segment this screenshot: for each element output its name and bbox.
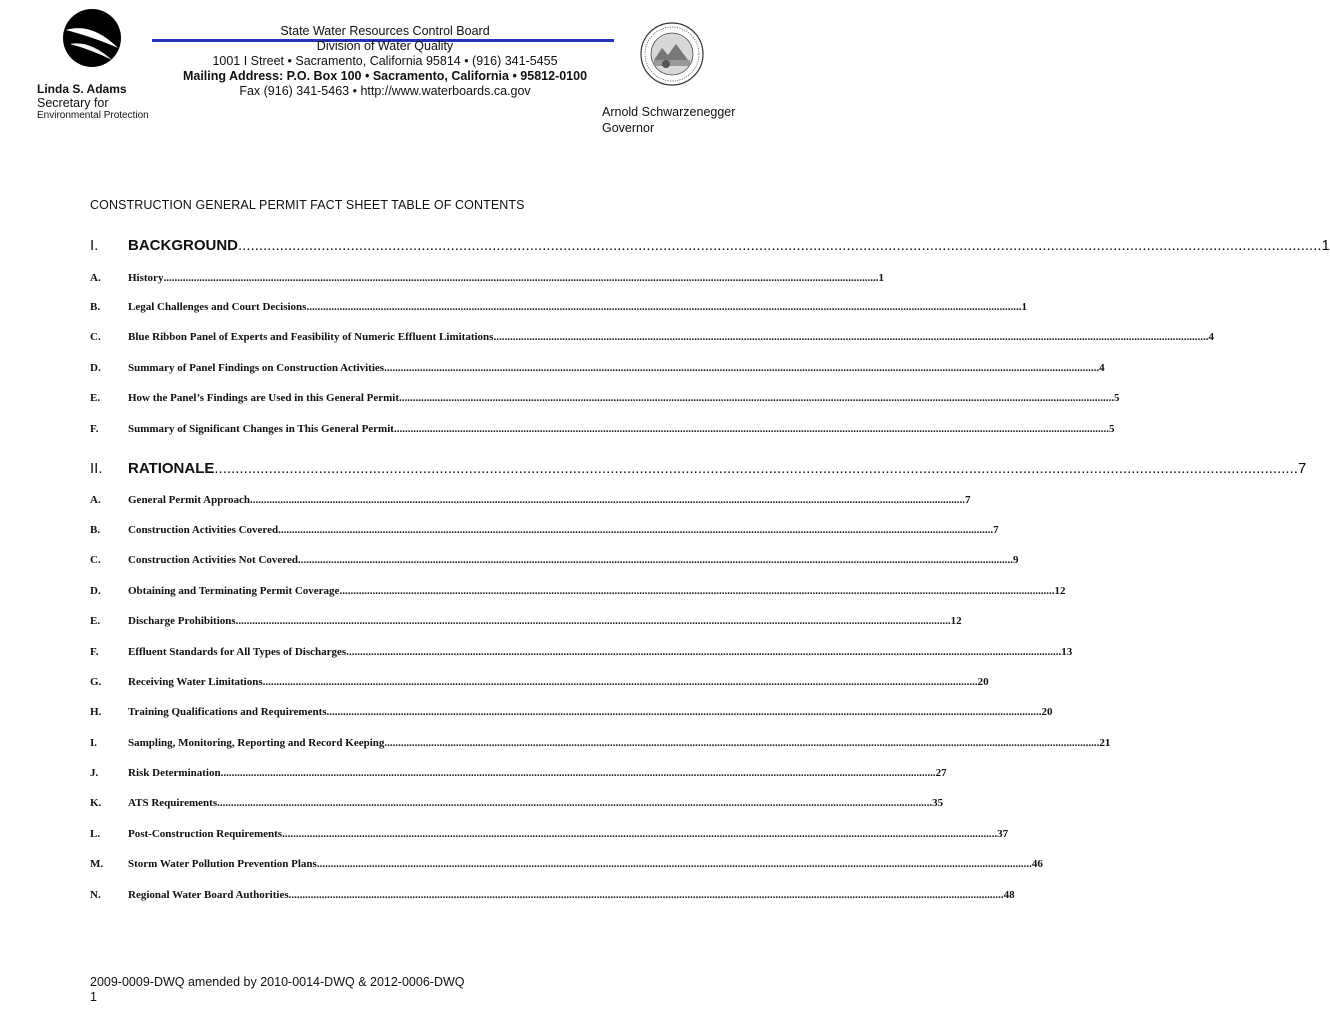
toc-entry-title: History xyxy=(128,272,164,284)
toc-entry-page: 12 xyxy=(950,615,962,627)
toc-entry[interactable] xyxy=(90,585,1066,597)
toc-entry-title: ATS Requirements xyxy=(128,797,218,809)
toc-entry-title: RATIONALE xyxy=(128,460,215,477)
toc-entry-number: B. xyxy=(90,524,101,536)
toc-leader: .................................................................................................................................................................................................................................................................... xyxy=(214,460,1298,477)
toc-leader: .................................................................................................................................................................................................................................................................... xyxy=(393,423,1109,435)
toc-leader: .................................................................................................................................................................................................................................................................... xyxy=(493,331,1209,343)
toc-entry[interactable] xyxy=(90,554,1019,566)
toc-entry-title: Storm Water Pollution Prevention Plans xyxy=(128,858,317,870)
toc-entry[interactable] xyxy=(90,331,1214,343)
toc-entry-title: General Permit Approach xyxy=(128,494,250,506)
state-seal-icon xyxy=(640,22,704,86)
toc-leader: .................................................................................................................................................................................................................................................................... xyxy=(262,676,978,688)
toc-leader: .................................................................................................................................................................................................................................................................... xyxy=(326,706,1042,718)
toc-leader: .................................................................................................................................................................................................................................................................... xyxy=(235,615,951,627)
toc-entry[interactable] xyxy=(90,392,1120,404)
toc-leader: .................................................................................................................................................................................................................................................................... xyxy=(217,797,933,809)
toc-entry-page: 20 xyxy=(1041,706,1053,718)
toc-leader: .................................................................................................................................................................................................................................................................... xyxy=(220,767,936,779)
toc-entry-number: D. xyxy=(90,362,101,374)
toc-entry-page: 21 xyxy=(1099,737,1111,749)
governor-name: Arnold Schwarzenegger xyxy=(602,105,736,119)
toc-leader: .................................................................................................................................................................................................................................................................... xyxy=(306,301,1022,313)
toc-entry-page: 7 xyxy=(993,524,999,536)
toc-entry-title: Training Qualifications and Requirements xyxy=(128,706,327,718)
governor-title: Governor xyxy=(602,121,655,135)
toc-entry-title: How the Panel’s Findings are Used in this General Permit xyxy=(128,392,400,404)
toc-entry-title: Summary of Significant Changes in This General Permit xyxy=(128,423,394,435)
toc-entry-title: Effluent Standards for All Types of Discharges xyxy=(128,646,347,658)
toc-entry[interactable] xyxy=(90,301,1027,313)
toc-entry[interactable] xyxy=(90,767,947,779)
toc-entry-title: Legal Challenges and Court Decisions xyxy=(128,301,307,313)
toc-entry-number: C. xyxy=(90,554,101,566)
toc-entry-title: Obtaining and Terminating Permit Coverage xyxy=(128,585,340,597)
toc-leader: .................................................................................................................................................................................................................................................................... xyxy=(339,585,1055,597)
toc-entry-title: Discharge Prohibitions xyxy=(128,615,236,627)
toc-entry-number: E. xyxy=(90,392,101,404)
toc-entry-title: Receiving Water Limitations xyxy=(128,676,263,688)
toc-leader: .................................................................................................................................................................................................................................................................... xyxy=(278,524,994,536)
toc-entry-page: 35 xyxy=(932,797,944,809)
toc-entry-number: E. xyxy=(90,615,101,627)
toc-entry[interactable] xyxy=(90,646,1073,658)
toc-leader: .................................................................................................................................................................................................................................................................... xyxy=(297,554,1013,566)
toc-entry-title: Summary of Panel Findings on Construction Activities xyxy=(128,362,385,374)
toc-leader: .................................................................................................................................................................................................................................................................... xyxy=(399,392,1115,404)
secretary-department: Environmental Protection xyxy=(37,110,149,121)
toc-entry-number: M. xyxy=(90,858,104,870)
toc-entry[interactable] xyxy=(90,362,1105,374)
toc-entry[interactable] xyxy=(90,272,884,284)
toc-entry-number: I. xyxy=(90,237,99,254)
toc-entry-number: K. xyxy=(90,797,102,809)
toc-entry-page: 4 xyxy=(1099,362,1105,374)
toc-leader: .................................................................................................................................................................................................................................................................... xyxy=(163,272,879,284)
toc-leader: .................................................................................................................................................................................................................................................................... xyxy=(384,362,1100,374)
toc-entry[interactable] xyxy=(90,828,1009,840)
toc-entry[interactable] xyxy=(90,889,1015,901)
toc-entry-title: Construction Activities Not Covered xyxy=(128,554,298,566)
toc-entry-number: H. xyxy=(90,706,102,718)
toc-entry-page: 46 xyxy=(1031,858,1043,870)
toc-entry-number: A. xyxy=(90,494,101,506)
toc-entry-title: Post-Construction Requirements xyxy=(128,828,283,840)
toc-leader: .................................................................................................................................................................................................................................................................... xyxy=(346,646,1062,658)
toc-entry[interactable] xyxy=(90,494,971,506)
secretary-name: Linda S. Adams xyxy=(37,82,127,96)
water-board-logo xyxy=(62,8,122,68)
toc-entry[interactable] xyxy=(90,858,1043,870)
toc-entry[interactable] xyxy=(90,706,1053,718)
toc-leader: .................................................................................................................................................................................................................................................................... xyxy=(250,494,965,506)
toc-entry-page: 9 xyxy=(1012,554,1019,566)
footer-order-number: 2009-0009-DWQ amended by 2010-0014-DWQ & 2012-0006-DWQ xyxy=(90,975,465,989)
toc-entry-number: II. xyxy=(90,460,103,477)
toc-entry-number: J. xyxy=(90,767,99,779)
toc-entry-title: Blue Ribbon Panel of Experts and Feasibility of Numeric Effluent Limitations xyxy=(128,331,494,343)
toc-entry-page: 1 xyxy=(878,272,884,284)
toc-entry[interactable] xyxy=(90,615,962,627)
letterhead-division: Division of Water Quality xyxy=(316,39,454,53)
toc-leader: .................................................................................................................................................................................................................................................................... xyxy=(384,737,1100,749)
toc-entry-page: 13 xyxy=(1061,646,1073,658)
toc-entry-title: Risk Determination xyxy=(128,767,221,779)
toc-entry-page: 12 xyxy=(1054,585,1066,597)
footer-page-number: 1 xyxy=(90,990,97,1004)
toc-entry-page: 37 xyxy=(997,828,1009,840)
toc-entry-page: 4 xyxy=(1208,331,1214,343)
toc-entry[interactable] xyxy=(90,797,944,809)
toc-leader: .................................................................................................................................................................................................................................................................... xyxy=(238,237,1322,254)
toc-entry-number: F. xyxy=(90,646,99,658)
toc-entry-page: 1 xyxy=(1021,301,1027,313)
toc-entry-title: Regional Water Board Authorities xyxy=(128,889,289,901)
toc-entry-number: B. xyxy=(90,301,101,313)
toc-heading: CONSTRUCTION GENERAL PERMIT FACT SHEET TABLE OF CONTENTS xyxy=(90,198,525,212)
letterhead-agency: State Water Resources Control Board xyxy=(280,24,490,38)
toc-entry-number: L. xyxy=(90,828,101,840)
toc-entry[interactable] xyxy=(90,423,1115,435)
toc-entry-page: 20 xyxy=(977,676,989,688)
toc-leader: .................................................................................................................................................................................................................................................................... xyxy=(288,889,1004,901)
toc-entry-number: N. xyxy=(90,889,101,901)
toc-entry-page: 1 xyxy=(1321,237,1330,254)
letterhead-street-address: 1001 I Street • Sacramento, California 95814 • (916) 341-5455 xyxy=(212,54,558,68)
toc-entry-number: A. xyxy=(90,272,101,284)
letterhead-fax-web: Fax (916) 341-5463 • http://www.waterboards.ca.gov xyxy=(239,84,531,98)
toc-entry[interactable] xyxy=(90,237,1330,254)
toc-entry-page: 27 xyxy=(935,767,947,779)
toc-entry-title: BACKGROUND xyxy=(128,237,238,254)
toc-entry-number: D. xyxy=(90,585,101,597)
toc-entry-title: Construction Activities Covered xyxy=(128,524,279,536)
toc-leader: .................................................................................................................................................................................................................................................................... xyxy=(316,858,1032,870)
toc-entry-page: 48 xyxy=(1003,889,1015,901)
toc-entry-number: G. xyxy=(90,676,102,688)
toc-entry-number: F. xyxy=(90,423,99,435)
toc-entry[interactable] xyxy=(90,524,999,536)
toc-entry[interactable] xyxy=(90,676,989,688)
secretary-title: Secretary for xyxy=(37,96,109,110)
toc-entry-title: Sampling, Monitoring, Reporting and Record Keeping xyxy=(128,737,385,749)
toc-entry-page: 7 xyxy=(1297,460,1307,477)
toc-entry-number: C. xyxy=(90,331,101,343)
letterhead-mailing-address: Mailing Address: P.O. Box 100 • Sacramento, California • 95812-0100 xyxy=(182,69,588,83)
toc-entry-number: I. xyxy=(90,737,98,749)
toc-entry[interactable] xyxy=(90,460,1307,477)
toc-entry-page: 5 xyxy=(1108,423,1115,435)
toc-leader: .................................................................................................................................................................................................................................................................... xyxy=(282,828,998,840)
toc-entry-page: 5 xyxy=(1114,392,1120,404)
toc-entry[interactable] xyxy=(90,737,1111,749)
toc-entry-page: 7 xyxy=(965,494,971,506)
